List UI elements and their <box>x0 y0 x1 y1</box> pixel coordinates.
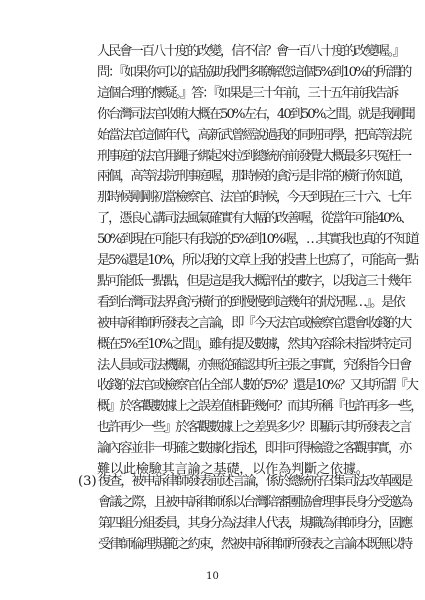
text-line: 第四組分組委員，其身分為法律人代表，規職為律師身分，固應 <box>98 515 412 531</box>
text-line: 刑事庭的法官用繩子綁起來拉到總統府前發覺大概最多只冤枉一 <box>97 148 411 164</box>
text-line: 始當法官這個年代，高新武曾經說過我的同班同學，把高等法院 <box>97 127 411 143</box>
text-line: 會議之際，且被申訴律師係以台灣陪審團協會理事長身分受邀為 <box>98 494 412 510</box>
text-line: 這個合理的懷疑。』答：『如果是三十年前，三十五年前我告訴 <box>97 85 398 101</box>
text-line: 復查，被申訴律師發表前述言論，係於總統府召集司法改革國是 <box>98 474 412 489</box>
text-line: 概』於客觀數據上之誤差值相距幾何？而其所稱『也許再多一些， <box>97 399 422 415</box>
text-line: 概在5%至10%之間』，雖有提及數據，然其內容除未指涉特定司 <box>97 336 411 352</box>
text-line: 也許再少一些』於客觀數據上之差異多少？即顯示其所發表之言 <box>97 420 411 436</box>
text-line: 受律師倫理規範之約束，然被申訴律師所發表之言論本既無以特 <box>98 536 412 552</box>
page-number: 10 <box>206 571 219 582</box>
text-line: 看到台灣司法界貪污橫行的到慢慢到這幾年的狀況喔…』。是依 <box>97 294 404 310</box>
text-line: 你台灣司法官收賄大概在50%左右，40到50%之間。就是我剛聞 <box>97 106 414 122</box>
text-line: 難以此檢驗其言論之基礎，以作為判斷之依據。 <box>97 462 369 477</box>
section-number: (3) <box>78 474 97 489</box>
text-line: 了，憑良心講司法風氣確實有大幅的改善喔，從當年可能40%、 <box>97 211 412 227</box>
text-line: 被申訴律師所發表之言論，即『今天法官或檢察官還會收錢的大 <box>97 315 411 331</box>
text-line: 點可能低一點點，但是這是我大概評估的數字，以我這三十幾年 <box>97 273 411 289</box>
text-line: 論內容並非一明確之數據化指述，即非可得檢證之客觀事實，亦 <box>97 441 411 457</box>
text-line: 問：『如果你可以的話協助我們多瞭解您這個5%到10%的所謂的 <box>97 64 411 80</box>
text-line: 人民會一百八十度的改變，信不信？會一百八十度的改變喔。』 <box>97 44 404 59</box>
text-line: 那時候剛剛初當檢察官、法官的時候，今天到現在三十六、七年 <box>97 190 411 206</box>
text-line: 收錢的法官或檢察官佔全部人數的5%？還是10%？又其所謂『大 <box>97 378 417 394</box>
text-line: 是5%還是10%，所以我的文章上我的投書上也寫了，可能高一點 <box>97 253 417 268</box>
text-line: 法人員或司法機關，亦無從確認其所主張之事實，究係指今日會 <box>97 357 411 373</box>
text-line: 50%到現在可能只有我說的5%到10%喔，…其實我也真的不知道 <box>97 232 418 248</box>
text-line: 兩個，高等法院刑事庭喔，那時候的貪污是非常的橫行你知道， <box>97 169 411 185</box>
